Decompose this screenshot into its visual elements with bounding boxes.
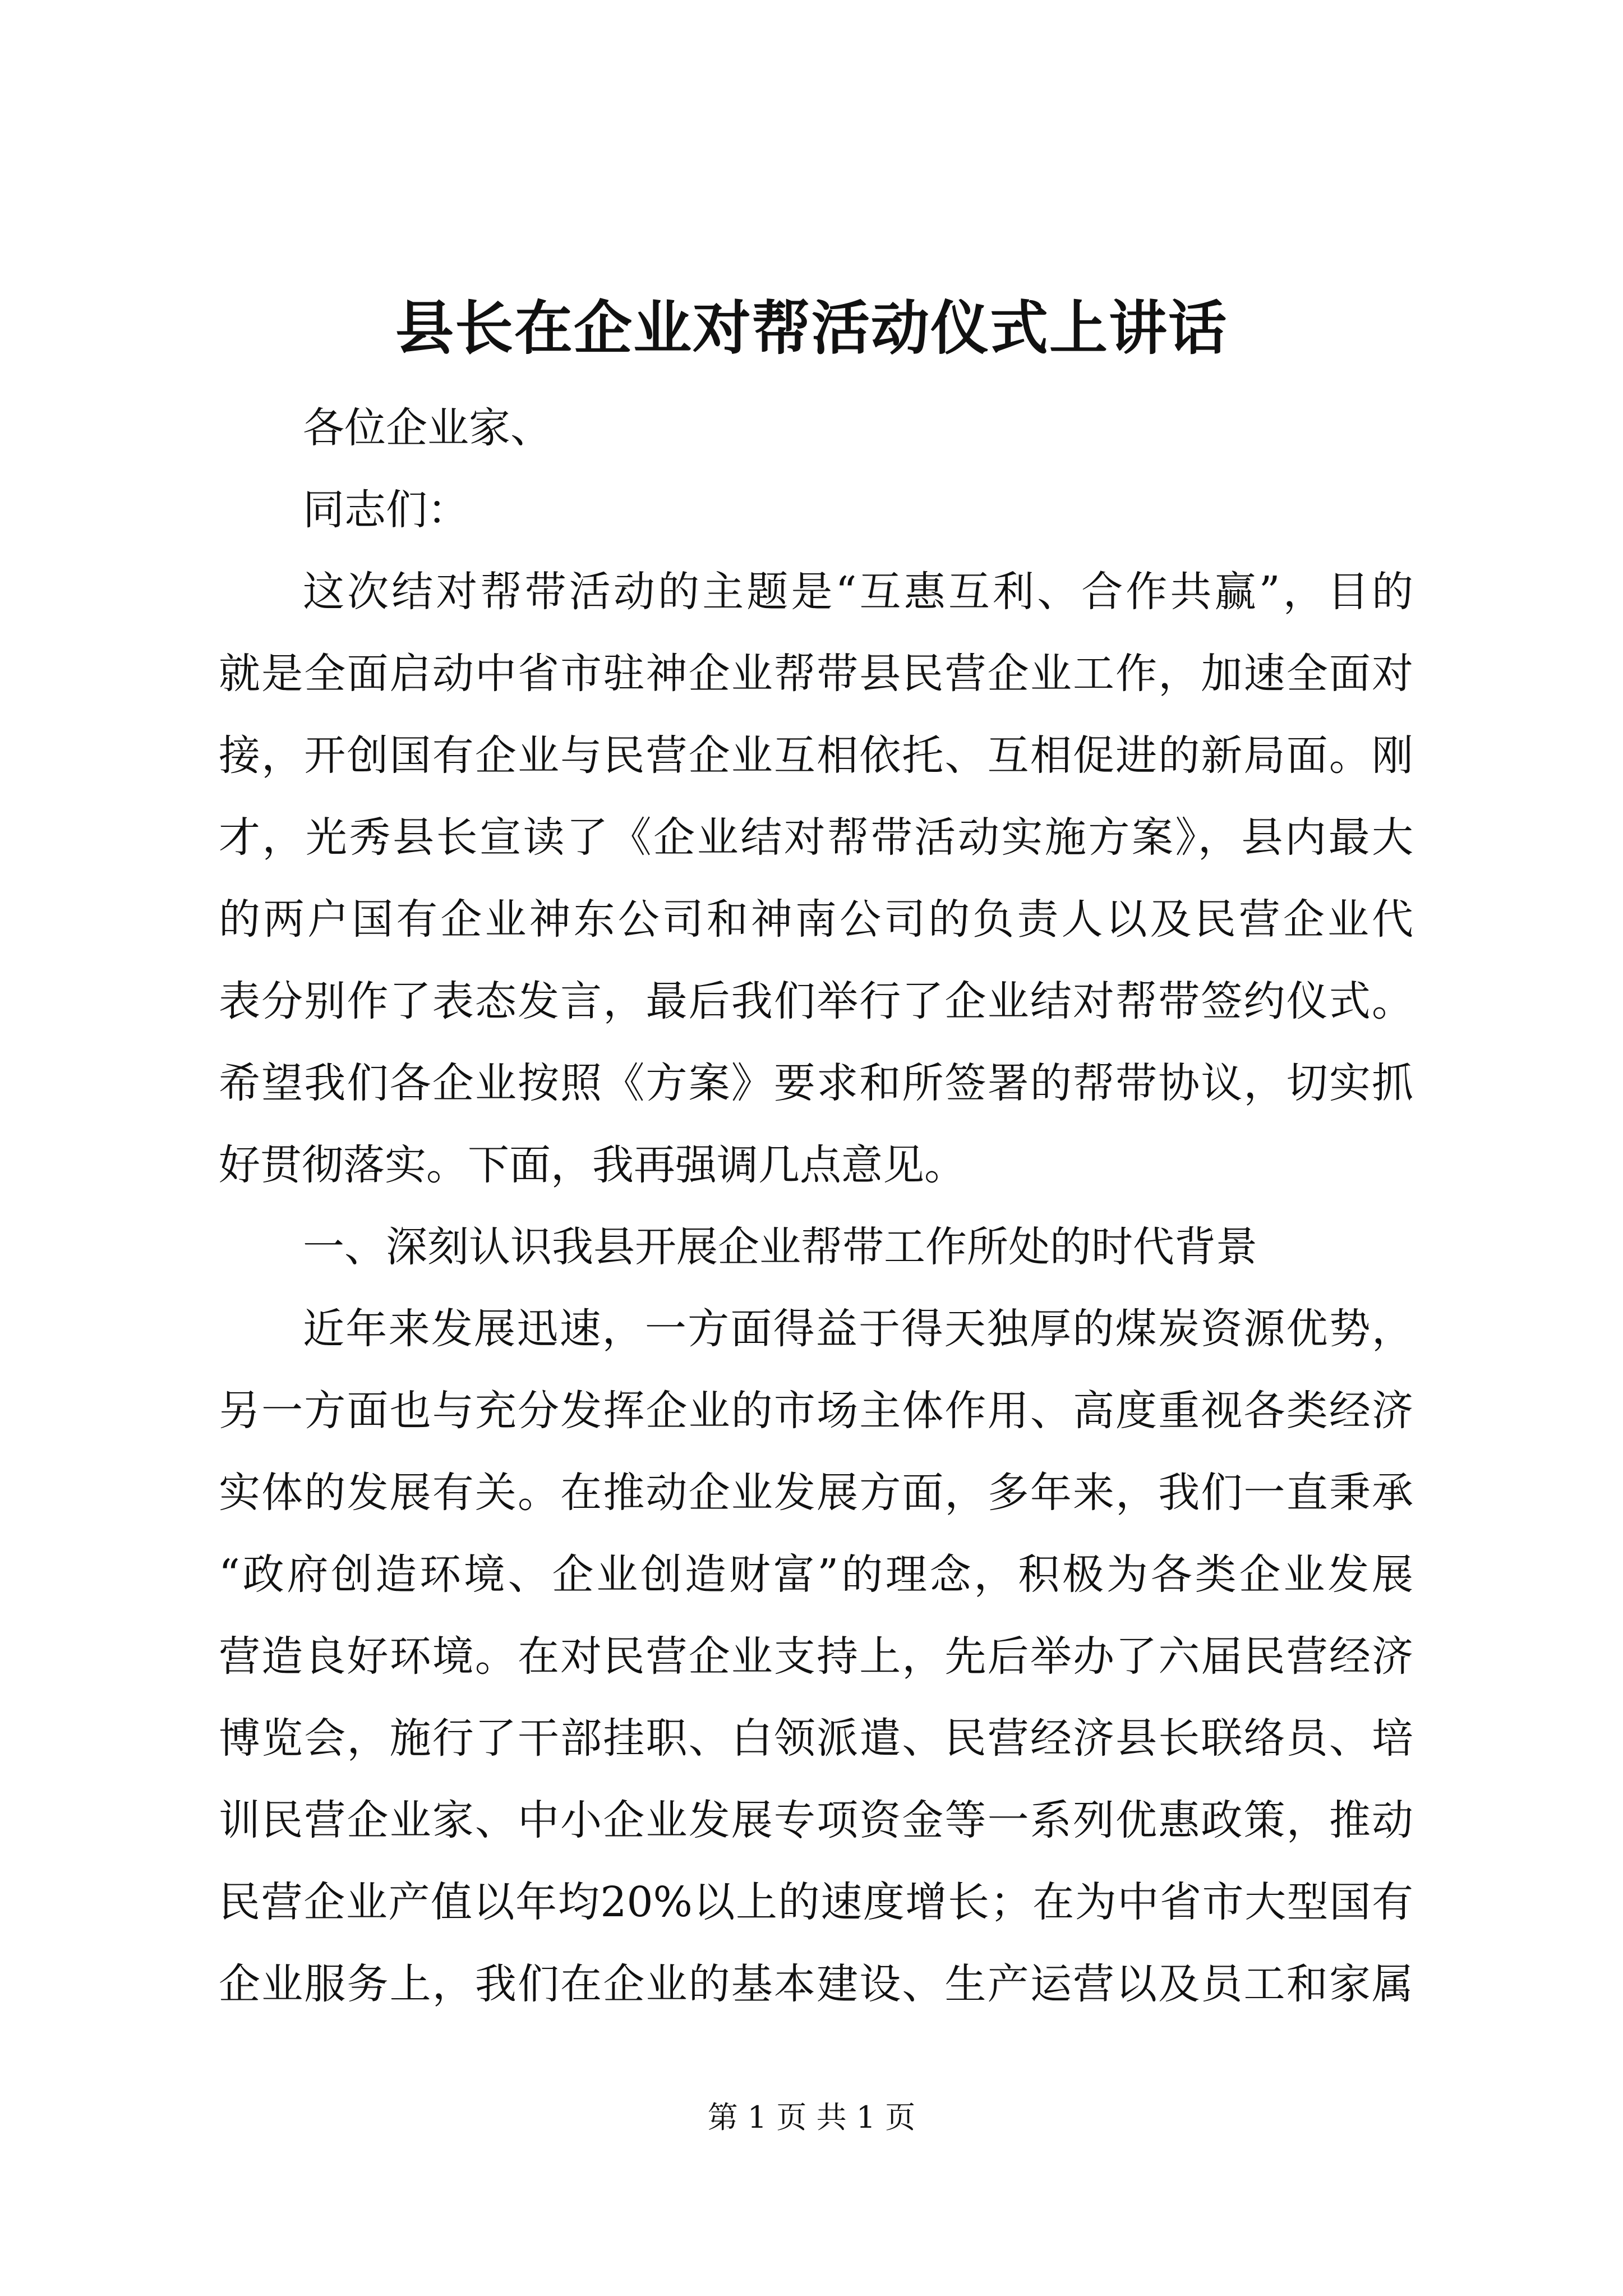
- paragraph-line: 接，开创国有企业与民营企业互相依托、互相促进的新局面。刚: [219, 731, 1413, 780]
- page-number-footer: 第 1 页 共 1 页: [707, 2100, 916, 2135]
- paragraph-line: 企业服务上，我们在企业的基本建设、生产运营以及员工和家属: [219, 1960, 1413, 2008]
- paragraph-line: 才，光秀县长宣读了《企业结对帮带活动实施方案》，县内最大: [219, 813, 1413, 862]
- paragraph-line: 近年来发展迅速，一方面得益于得天独厚的煤炭资源优势，: [303, 1305, 1413, 1353]
- paragraph-line: 博览会，施行了干部挂职、白领派遣、民营经济县长联络员、培: [219, 1714, 1413, 1763]
- paragraph-line: 训民营企业家、中小企业发展专项资金等一系列优惠政策，推动: [219, 1796, 1413, 1844]
- paragraph-line: 的两户国有企业神东公司和神南公司的负责人以及民营企业代: [219, 895, 1413, 944]
- paragraph-line: 就是全面启动中省市驻神企业帮带县民营企业工作，加速全面对: [219, 650, 1413, 698]
- salutation-line-2: 同志们：: [303, 486, 469, 534]
- paragraph-line: 民营企业产值以年均20%以上的速度增长；在为中省市大型国有: [219, 1878, 1413, 1926]
- paragraph-line: 好贯彻落实。下面，我再强调几点意见。: [219, 1141, 966, 1189]
- paragraph-line: “政府创造环境、企业创造财富”的理念，积极为各类企业发展: [219, 1550, 1413, 1599]
- paragraph-line: 营造良好环境。在对民营企业支持上，先后举办了六届民营经济: [219, 1632, 1413, 1681]
- document-title: 县长在企业对帮活动仪式上讲话: [395, 293, 1228, 362]
- document-body: [219, 387, 1413, 2025]
- paragraph-line: 实体的发展有关。在推动企业发展方面，多年来，我们一直秉承: [219, 1469, 1413, 1517]
- section-heading: 一、深刻认识我县开展企业帮带工作所处的时代背景: [303, 1223, 1257, 1271]
- paragraph-line: 另一方面也与充分发挥企业的市场主体作用、高度重视各类经济: [219, 1387, 1413, 1435]
- salutation-line-1: 各位企业家、: [303, 404, 552, 452]
- paragraph-line: 这次结对帮带活动的主题是“互惠互利、合作共赢”，目的: [303, 568, 1413, 616]
- paragraph-line: 表分别作了表态发言，最后我们举行了企业结对帮带签约仪式。: [219, 977, 1413, 1025]
- paragraph-line: 希望我们各企业按照《方案》要求和所签署的帮带协议，切实抓: [219, 1059, 1413, 1107]
